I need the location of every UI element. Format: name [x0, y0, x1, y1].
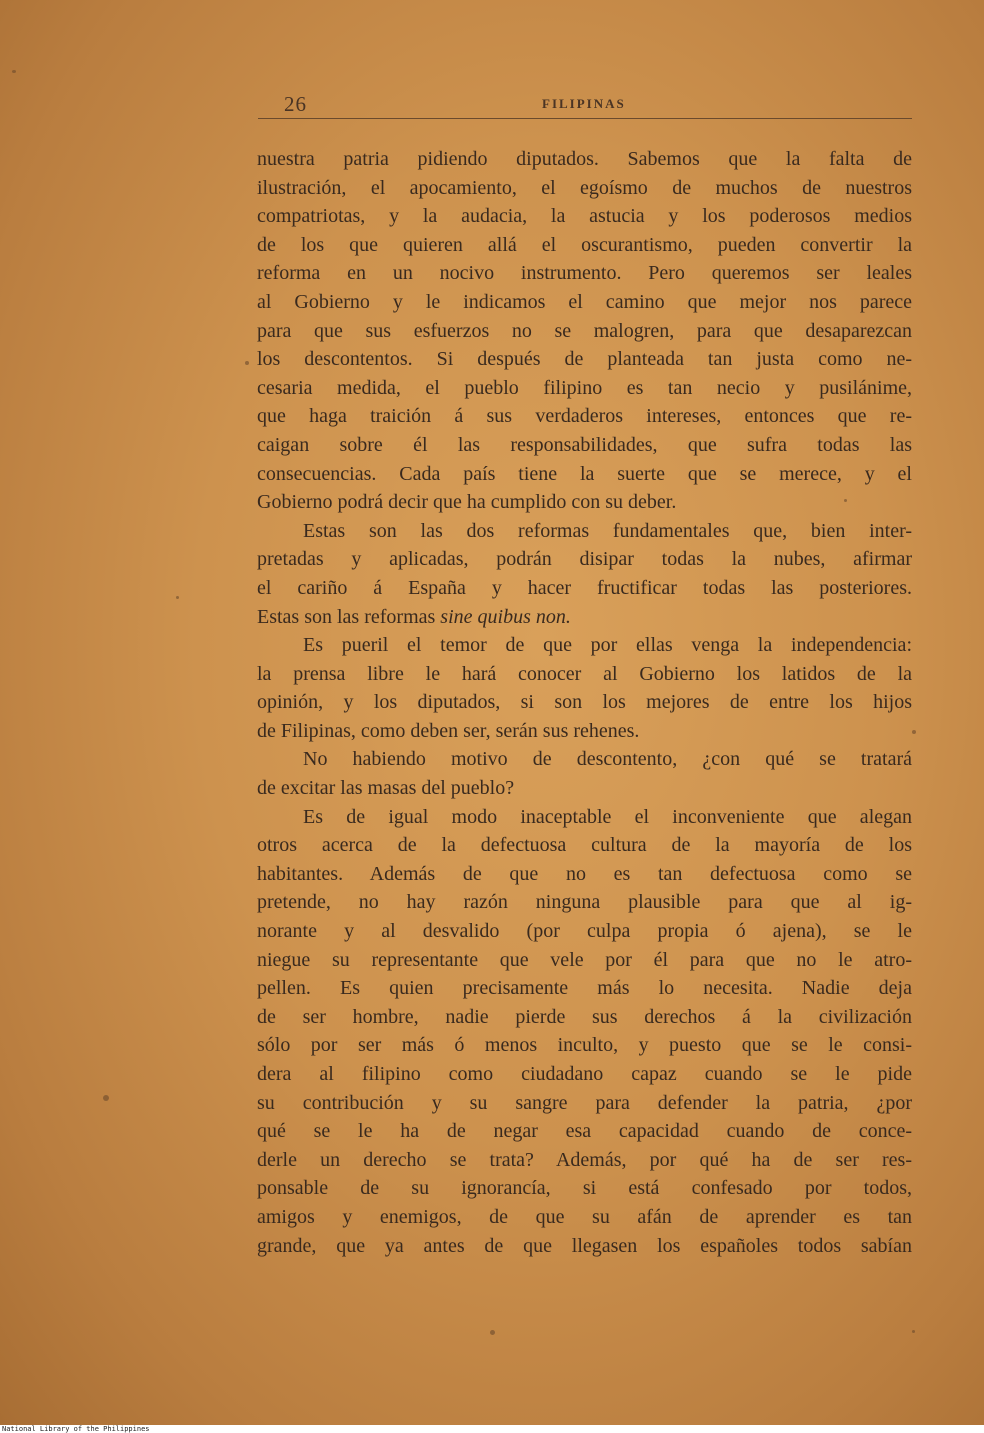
paper-speck: [245, 361, 249, 365]
paper-speck: [176, 596, 179, 599]
text-line: Es pueril el temor de que por ellas venga la independencia:: [303, 634, 912, 657]
text-line: qué se le ha de negar esa capacidad cuando de conce-: [257, 1120, 912, 1143]
text-line: pretende, no hay razón ninguna plausible para que al ig-: [257, 891, 912, 914]
text-line: amigos y enemigos, de que su afán de aprender es tan: [257, 1205, 912, 1228]
text-line: de excitar las masas del pueblo?: [257, 777, 515, 800]
paper-speck: [844, 499, 847, 502]
text-line: No habiendo motivo de descontento, ¿con qué se tratará: [303, 748, 912, 771]
text-line: consecuencias. Cada país tiene la suerte que se merece, y el: [257, 462, 912, 485]
text-line: al Gobierno y le indicamos el camino que mejor nos parece: [257, 290, 912, 313]
text-line: otros acerca de la defectuosa cultura de la mayoría de los: [257, 834, 912, 857]
text-line: Estas son las dos reformas fundamentales que, bien inter-: [303, 519, 912, 542]
italic-phrase: sine quibus non.: [440, 605, 571, 628]
paper-speck: [12, 70, 16, 73]
text-line: reforma en un nocivo instrumento. Pero queremos ser leales: [257, 262, 912, 285]
text-segment: Estas son las reformas: [257, 605, 436, 628]
paper-speck: [103, 1095, 109, 1101]
text-line: el cariño á España y hacer fructificar todas las posteriores.: [257, 576, 912, 599]
text-line: Gobierno podrá decir que ha cumplido con su deber.: [257, 491, 677, 514]
text-line: que haga traición á sus verdaderos intereses, entonces que re-: [257, 405, 912, 428]
text-line: ilustración, el apocamiento, el egoísmo de muchos de nuestros: [257, 176, 912, 199]
text-line: sólo por ser más ó menos inculto, y puesto que se le consi-: [257, 1034, 912, 1057]
body-text: [257, 145, 912, 1260]
page-number: 26: [284, 92, 307, 116]
text-line: de ser hombre, nadie pierde sus derechos á la civilización: [257, 1005, 912, 1028]
text-line: pellen. Es quien precisamente más lo necesita. Nadie deja: [257, 977, 912, 1000]
text-line: dera al filipino como ciudadano capaz cuando se le pide: [257, 1063, 912, 1085]
paper-speck: [912, 1330, 915, 1333]
text-line: grande, que ya antes de que llegasen los españoles todos sabían: [257, 1234, 912, 1257]
text-line: Es de igual modo inaceptable el inconveniente que alegan: [303, 805, 912, 828]
text-line: pretadas y aplicadas, podrán disipar todas la nubes, afirmar: [257, 548, 912, 571]
text-line: compatriotas, y la audacia, la astucia y los poderosos medios: [257, 205, 912, 228]
library-credit: National Library of the Philippines: [2, 1425, 150, 1433]
running-title: FILIPINAS: [542, 96, 626, 111]
text-line: derle un derecho se trata? Además, por qué ha de ser res-: [257, 1148, 912, 1171]
text-line: habitantes. Además de que no es tan defectuosa como se: [257, 862, 912, 885]
text-line: cesaria medida, el pueblo filipino es tan necio y pusilánime,: [257, 376, 912, 399]
text-line: norante y al desvalido (por culpa propia ó ajena), se le: [257, 920, 912, 943]
text-line: su contribución y su sangre para defender la patria, ¿por: [257, 1091, 912, 1114]
text-line: ponsable de su ignorancía, si está confesado por todos,: [257, 1177, 912, 1200]
text-line: los descontentos. Si después de planteada tan justa como ne-: [257, 348, 912, 371]
text-line: caigan sobre él las responsabilidades, que sufra todas las: [257, 433, 912, 456]
page-header: [258, 92, 912, 119]
text-line: niegue su representante que vele por él para que no le atro-: [257, 948, 912, 971]
text-line: para que sus esfuerzos no se malogren, para que desaparezcan: [257, 319, 912, 342]
paper-speck: [490, 1330, 495, 1335]
paper-speck: [912, 730, 916, 734]
text-line: de Filipinas, como deben ser, serán sus rehenes.: [257, 719, 640, 742]
text-line: opinión, y los diputados, si son los mejores de entre los hijos: [257, 691, 912, 714]
text-line: nuestra patria pidiendo diputados. Sabemos que la falta de: [257, 148, 912, 170]
text-line: la prensa libre le hará conocer al Gobierno los latidos de la: [257, 662, 912, 685]
text-line: [257, 603, 912, 632]
text-line: de los que quieren allá el oscurantismo, pueden convertir la: [257, 233, 912, 256]
